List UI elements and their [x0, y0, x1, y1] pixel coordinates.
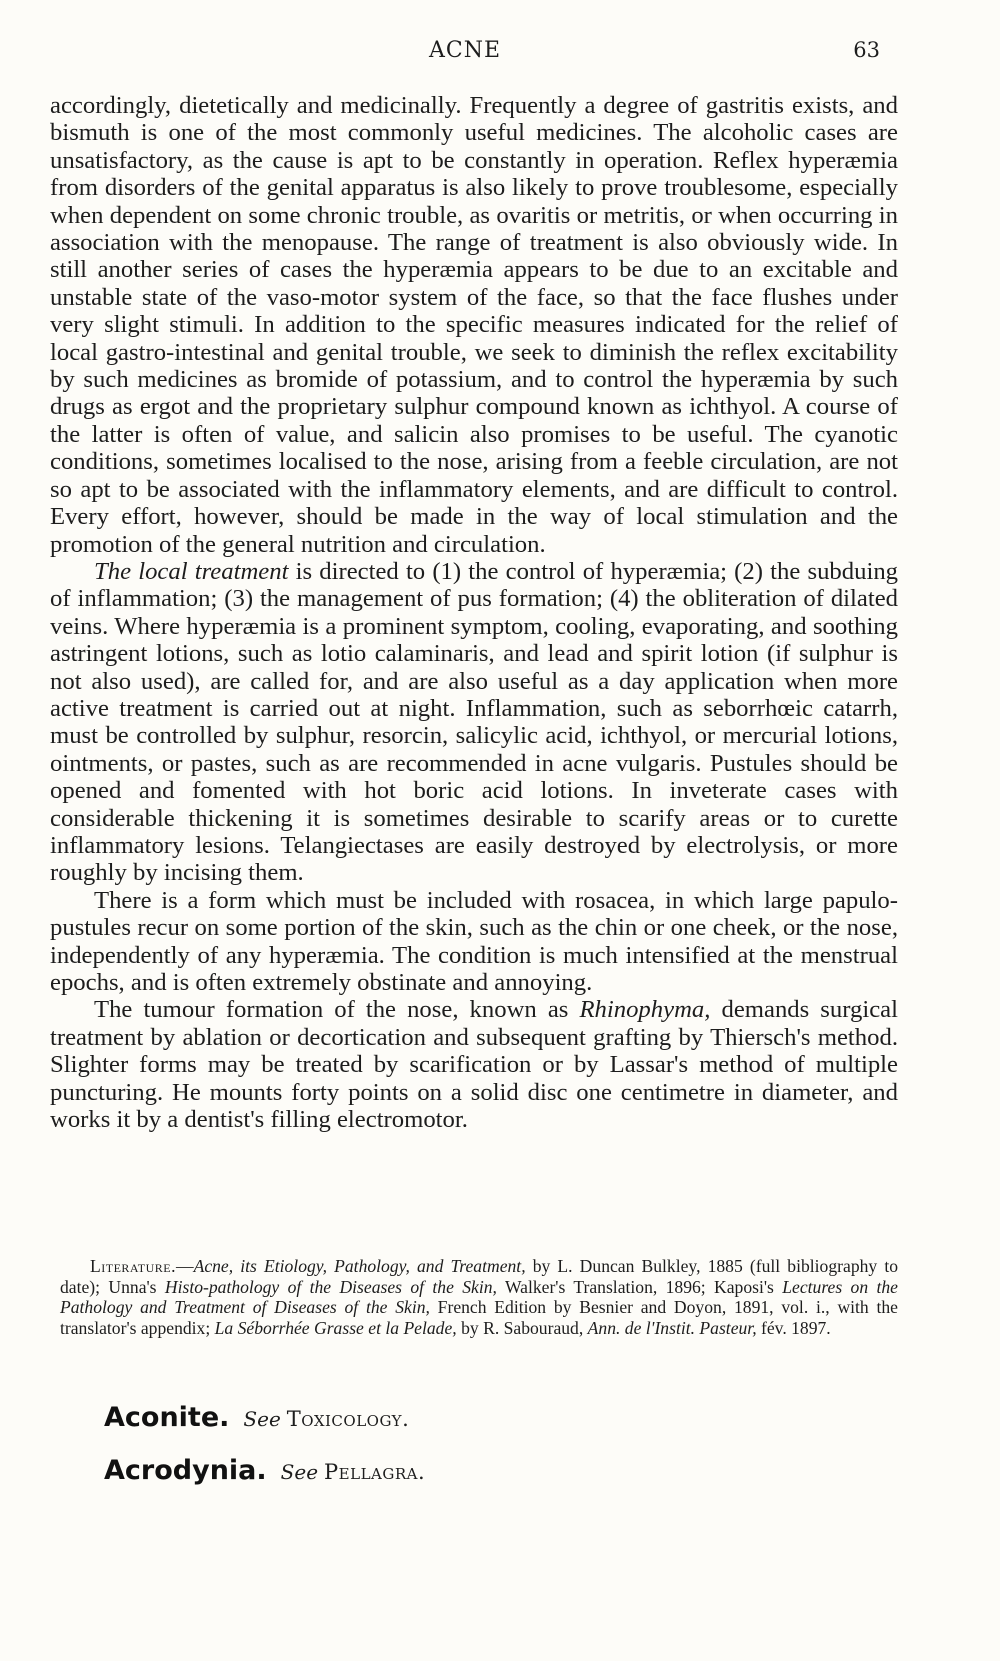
- paragraph-1: accordingly, dietetically and medicinally. Frequently a degree of gastritis exists, and bismuth is one of the most commonly useful medicines. The alcoholic cases are unsatisfactory, as the cause is apt to be constantly in operation. Reflex hyperæmia from disorders of the genital apparatus is also likely to prove troublesome, especially when dependent on some chronic trouble, as ovaritis or metritis, or when occurring in association with the menopause. The range of treatment is also obviously wide. In still another series of cases the hyperæmia appears to be due to an excitable and unstable state of the vaso-motor system of the face, so that the face flushes under very slight stimuli. In addition to the specific measures indicated for the relief of local gastro-intestinal and genital trouble, we seek to diminish the reflex excitability by such medicines as bromide of potassium, and to control the hyperæmia by such drugs as ergot and the proprietary sulphur compound known as ichthyol. A course of the latter is often of value, and salicin also promises to be useful. The cyanotic conditions, sometimes localised to the nose, arising from a feeble circulation, are not so apt to be associated with the inflammatory elements, and are difficult to control. Every effort, however, should be made in the way of local stimulation and the promotion of the general nutrition and circulation.: [50, 92, 898, 558]
- paragraph-2-text: is directed to (1) the control of hyperæmia; (2) the subduing of inflammation; (3) the management of pus formation; (4) the obliteration of dilated veins. Where hyperæmia is a prominent symptom, cooling, evaporating, and soothing astringent lotions, such as lotio calaminaris, and lead and spirit lotion (if sulphur is not also used), are called for, and are also useful as a day application when more active treatment is carried out at night. Inflammation, such as seborrhœic catarrh, must be controlled by sulphur, resorcin, salicylic acid, ichthyol, or mercurial lotions, ointments, or pastes, such as are recommended in acne vulgaris. Pustules should be opened and fomented with hot boric acid lotions. In inveterate cases with considerable thickening it is sometimes desirable to scarify areas or to curette inflammatory lesions. Telangiectases are easily destroyed by electrolysis, or more roughly by incising them.: [50, 557, 899, 887]
- literature-dash: —: [175, 1256, 194, 1276]
- ref-title-3: Lectures on the Pathology and Treatment of Diseases of the Skin,: [60, 1276, 898, 1318]
- entry-cross-reference[interactable]: Toxicology.: [286, 1407, 410, 1431]
- paragraph-2: [50, 558, 898, 887]
- ref-title-4: La Séborrhée Grasse et la Pelade,: [214, 1317, 457, 1338]
- literature-label: Literature.: [90, 1256, 176, 1276]
- ref-title-2: Histo-pathology of the Diseases of the Skin,: [164, 1276, 497, 1297]
- rhinophyma-term: Rhinophyma,: [579, 996, 711, 1024]
- local-treatment-heading: The local treatment: [94, 557, 289, 585]
- ref-text-4: by R. Sabouraud,: [456, 1317, 588, 1338]
- entry-cross-reference[interactable]: Pellagra.: [324, 1460, 426, 1484]
- ref-text-2: Walker's Translation, 1896; Kaposi's: [496, 1276, 783, 1297]
- entry-term: Acrodynia.: [104, 1455, 267, 1486]
- paragraph-4-text-b: demands surgical treatment by ablation or decortication and subsequent grafting by Thiersch's method. Slighter forms may be treated by scarification or by Lassar's method of multiple puncturing. He mounts forty points on a solid disc one centimetre in diameter, and works it by a dentist's filling electromotor.: [50, 996, 898, 1134]
- entry-see: See: [243, 1407, 281, 1431]
- paragraph-4: [50, 996, 898, 1133]
- ref-title-1: Acne, its Etiology, Pathology, and Treatment,: [193, 1256, 526, 1276]
- entry-term: Aconite.: [104, 1402, 230, 1433]
- paragraph-4-text-a: The tumour formation of the nose, known as: [94, 996, 580, 1024]
- page-title: ACNE: [428, 38, 502, 63]
- ref-journal: Ann. de l'Instit. Pasteur,: [587, 1317, 757, 1338]
- body-text: [50, 92, 898, 1133]
- literature-references: [60, 1256, 898, 1338]
- entry-aconite: [104, 1402, 409, 1433]
- ref-text-1: by L. Duncan Bulkley, 1885 (full bibliography to date); Unna's: [60, 1256, 899, 1297]
- entry-acrodynia: [104, 1455, 425, 1486]
- page-number: 63: [853, 38, 880, 62]
- entry-see: See: [280, 1460, 319, 1484]
- ref-text-5: fév. 1897.: [756, 1317, 831, 1338]
- ref-text-3: French Edition by Besnier and Doyon, 1891, vol. i., with the translator's appendix;: [60, 1297, 898, 1338]
- running-head: [50, 38, 880, 74]
- paragraph-3: There is a form which must be included with rosacea, in which large papulo-pustules recur on some portion of the skin, such as the chin or one cheek, or the nose, independently of any hyperæmia. The condition is much intensified at the menstrual epochs, and is often extremely obstinate and annoying.: [50, 886, 898, 996]
